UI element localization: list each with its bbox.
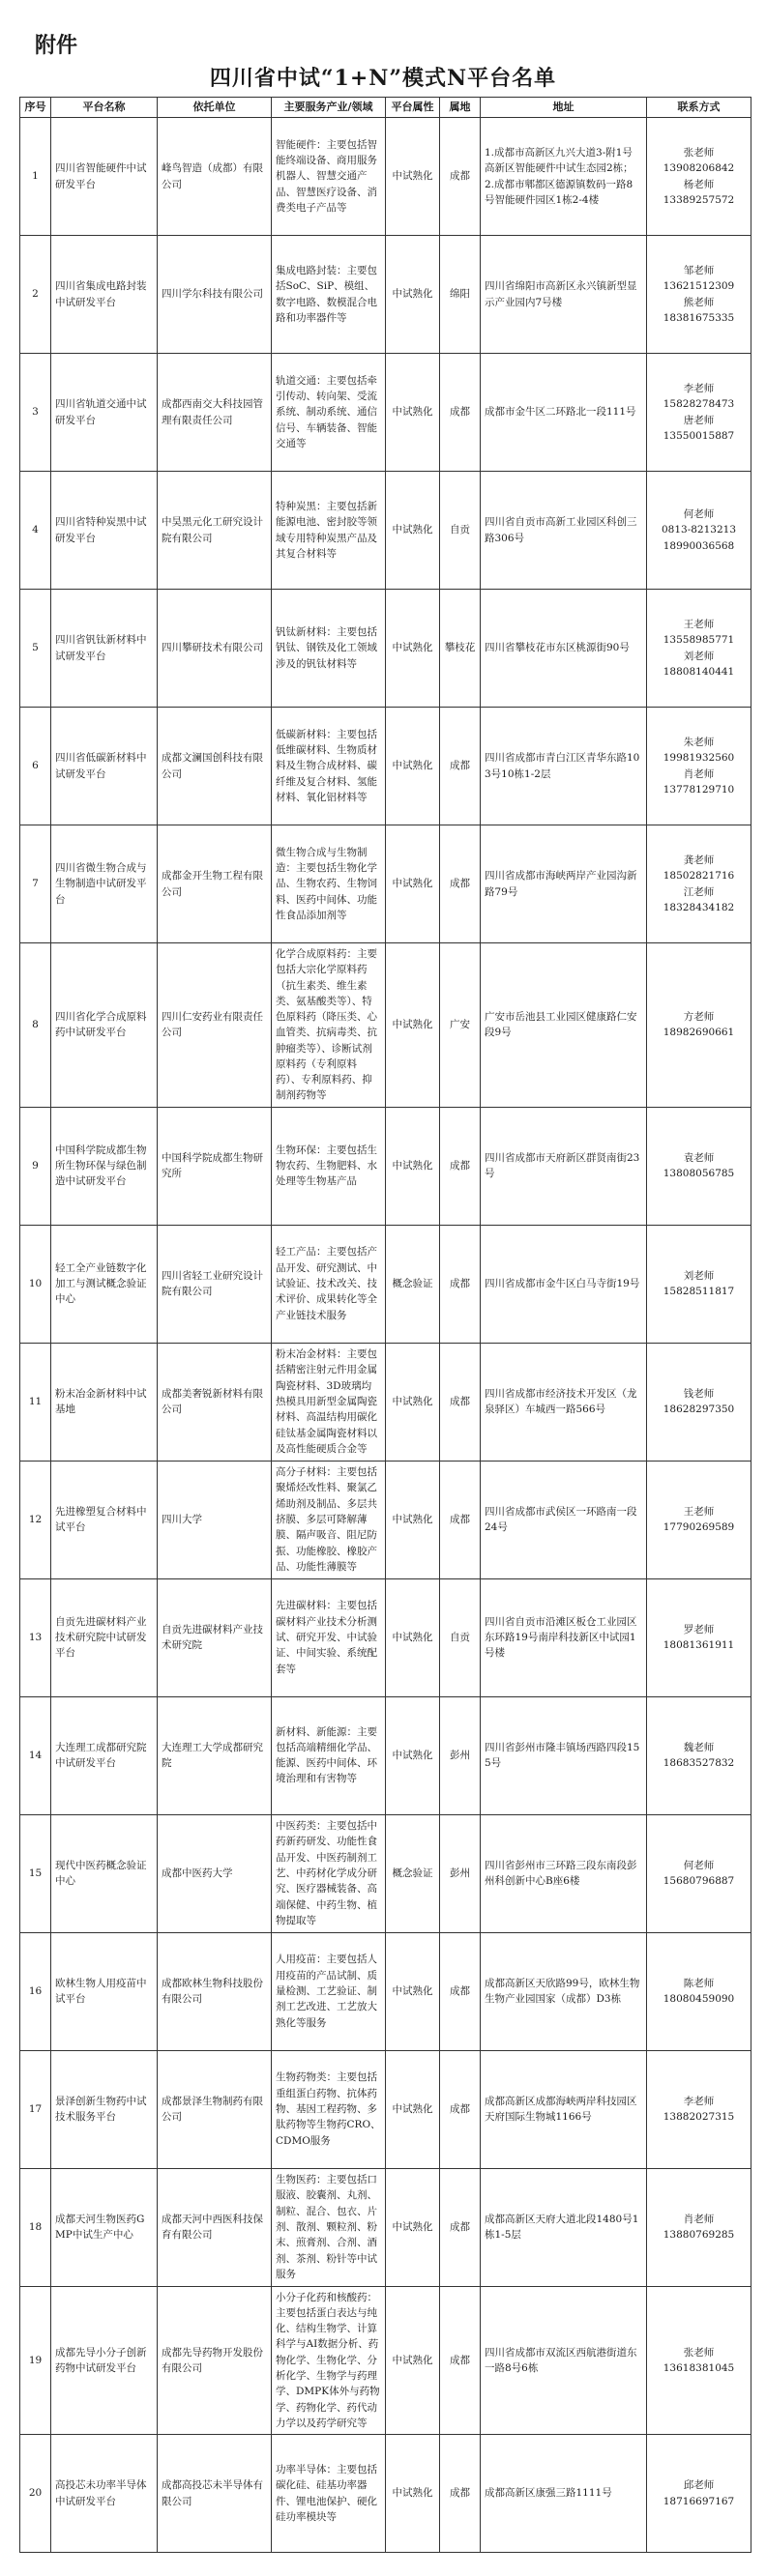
table-row <box>20 2168 751 2286</box>
address: 四川省成都市天府新区群贤南街23号 <box>481 1107 647 1225</box>
contact-info: 龚老师 18502821716 江老师 18328434182 <box>647 825 751 943</box>
row-number: 7 <box>20 825 51 943</box>
locality: 成都 <box>440 1107 481 1225</box>
service-field: 高分子材料：主要包括聚烯烃改性料、聚氯乙烯助剂及制品、多层共挤膜、多层可降解薄膜、隔声吸音、阻尼防振、功能橡胶、橡胶产品、功能性薄膜等 <box>272 1461 386 1578</box>
row-number: 11 <box>20 1343 51 1461</box>
service-field: 集成电路封装：主要包括SoC、SiP、模组、数字电路、数模混合电路和功率器件等 <box>272 236 386 354</box>
locality: 自贡 <box>440 472 481 590</box>
platform-name: 轻工全产业链数字化加工与测试概念验证中心 <box>51 1225 158 1343</box>
contact-info: 李老师 13882027315 <box>647 2050 751 2168</box>
locality: 彭州 <box>440 1696 481 1814</box>
row-number: 20 <box>20 2435 51 2553</box>
platform-name: 景泽创新生物药中试技术服务平台 <box>51 2050 158 2168</box>
platform-attribute: 中试熟化 <box>386 1343 440 1461</box>
row-number: 18 <box>20 2168 51 2286</box>
contact-info: 张老师 13908206842 杨老师 13389257572 <box>647 118 751 236</box>
row-number: 14 <box>20 1696 51 1814</box>
host-unit: 成都金开生物工程有限公司 <box>158 825 272 943</box>
address: 1.成都市高新区九兴大道3-附1号高新区智能硬件中试生态园2栋；2.成都市郫都区德源镇数码一路8号智能硬件园区1栋2-4楼 <box>481 118 647 236</box>
row-number: 9 <box>20 1107 51 1225</box>
contact-info: 袁老师 13808056785 <box>647 1107 751 1225</box>
table-row <box>20 236 751 354</box>
contact-info: 朱老师 19981932560 肖老师 13778129710 <box>647 708 751 825</box>
platform-name: 自贡先进碳材料产业技术研究院中试研发平台 <box>51 1578 158 1696</box>
table-row <box>20 1578 751 1696</box>
host-unit: 成都文澜国创科技有限公司 <box>158 708 272 825</box>
host-unit: 四川攀研技术有限公司 <box>158 590 272 708</box>
locality: 成都 <box>440 708 481 825</box>
host-unit: 成都欧林生物科技股份有限公司 <box>158 1932 272 2050</box>
platform-name: 欧林生物人用疫苗中试平台 <box>51 1932 158 2050</box>
table-row <box>20 118 751 236</box>
platform-name: 四川省化学合成原料药中试研发平台 <box>51 943 158 1108</box>
service-field: 化学合成原料药：主要包括大宗化学原料药（抗生素类、维生素类、氨基酸类等）、特色原料药（降压类、心血管类、抗病毒类、抗肿瘤类等）、诊断试剂原料药（专利原料药）、专利原料药、抑制剂药物等 <box>272 943 386 1108</box>
locality: 成都 <box>440 2435 481 2553</box>
platform-name: 成都先导小分子创新药物中试研发平台 <box>51 2286 158 2434</box>
contact-info: 方老师 18982690661 <box>647 943 751 1108</box>
platform-attribute: 概念验证 <box>386 1814 440 1932</box>
contact-info: 钱老师 18628297350 <box>647 1343 751 1461</box>
host-unit: 成都天河中西医科技保育有限公司 <box>158 2168 272 2286</box>
platform-attribute: 概念验证 <box>386 1225 440 1343</box>
platform-name: 中国科学院成都生物所生物环保与绿色制造中试研发平台 <box>51 1107 158 1225</box>
locality: 攀枝花 <box>440 590 481 708</box>
row-number: 4 <box>20 472 51 590</box>
host-unit: 峰鸟智造（成都）有限公司 <box>158 118 272 236</box>
contact-info: 陈老师 18080459090 <box>647 1932 751 2050</box>
platform-attribute: 中试熟化 <box>386 1578 440 1696</box>
table-row <box>20 1814 751 1932</box>
table-header-row <box>20 98 751 118</box>
address: 成都高新区天府大道北段1480号1栋1-5层 <box>481 2168 647 2286</box>
host-unit: 成都高投芯未半导体有限公司 <box>158 2435 272 2553</box>
table-row <box>20 1696 751 1814</box>
row-number: 16 <box>20 1932 51 2050</box>
locality: 成都 <box>440 118 481 236</box>
address: 成都高新区成都海峡两岸科技园区天府国际生物城1166号 <box>481 2050 647 2168</box>
contact-info: 刘老师 15828511817 <box>647 1225 751 1343</box>
page-title: 四川省中试“1+N”模式N平台名单 <box>209 66 557 91</box>
platform-name: 四川省智能硬件中试研发平台 <box>51 118 158 236</box>
contact-info: 邹老师 13621512309 熊老师 18381675335 <box>647 236 751 354</box>
locality: 成都 <box>440 2286 481 2434</box>
row-number: 6 <box>20 708 51 825</box>
locality: 彭州 <box>440 1814 481 1932</box>
host-unit: 成都景泽生物制药有限公司 <box>158 2050 272 2168</box>
host-unit: 大连理工大学成都研究院 <box>158 1696 272 1814</box>
contact-info: 王老师 17790269589 <box>647 1461 751 1578</box>
table-row <box>20 472 751 590</box>
host-unit: 自贡先进碳材料产业技术研究院 <box>158 1578 272 1696</box>
column-header: 地址 <box>481 98 647 118</box>
address: 四川省成都市双流区西航港街道东一路8号6栋 <box>481 2286 647 2434</box>
platform-attribute: 中试熟化 <box>386 118 440 236</box>
row-number: 10 <box>20 1225 51 1343</box>
platform-name: 四川省集成电路封装中试研发平台 <box>51 236 158 354</box>
row-number: 2 <box>20 236 51 354</box>
locality: 绵阳 <box>440 236 481 354</box>
contact-info: 魏老师 18683527832 <box>647 1696 751 1814</box>
platform-attribute: 中试熟化 <box>386 1461 440 1578</box>
platform-name: 四川省低碳新材料中试研发平台 <box>51 708 158 825</box>
address: 四川省彭州市隆丰镇场西路四段155号 <box>481 1696 647 1814</box>
contact-info: 罗老师 18081361911 <box>647 1578 751 1696</box>
platform-name: 高投芯未功率半导体中试研发平台 <box>51 2435 158 2553</box>
platform-attribute: 中试熟化 <box>386 1696 440 1814</box>
locality: 成都 <box>440 825 481 943</box>
platform-table <box>19 97 751 2553</box>
address: 广安市岳池县工业园区健康路仁安段9号 <box>481 943 647 1108</box>
column-header: 属地 <box>440 98 481 118</box>
address: 四川省成都市经济技术开发区（龙泉驿区）车城西一路566号 <box>481 1343 647 1461</box>
column-header: 平台名称 <box>51 98 158 118</box>
table-row <box>20 1932 751 2050</box>
platform-attribute: 中试熟化 <box>386 354 440 472</box>
platform-attribute: 中试熟化 <box>386 1932 440 2050</box>
address: 成都高新区天欣路99号，欧林生物生物产业园国家（成都）D3栋 <box>481 1932 647 2050</box>
row-number: 8 <box>20 943 51 1108</box>
platform-attribute: 中试熟化 <box>386 708 440 825</box>
service-field: 人用疫苗：主要包括人用疫苗的产品试制、质量检测、工艺验证、制剂工艺改进、工艺放大熟化等服务 <box>272 1932 386 2050</box>
address: 四川省成都市武侯区一环路南一段24号 <box>481 1461 647 1578</box>
column-header: 序号 <box>20 98 51 118</box>
table-row <box>20 708 751 825</box>
platform-attribute: 中试熟化 <box>386 236 440 354</box>
platform-attribute: 中试熟化 <box>386 2435 440 2553</box>
host-unit: 四川大学 <box>158 1461 272 1578</box>
service-field: 小分子化药和核酸药：主要包括蛋白表达与纯化、结构生物学、计算科学与AI数据分析、药物化学、生物化学、分析化学、生物学与药理学、DMPK体外与药物学、药物化学、药代动力学以及药学研究等 <box>272 2286 386 2434</box>
platform-name: 先进橡塑复合材料中试平台 <box>51 1461 158 1578</box>
host-unit: 成都先导药物开发股份有限公司 <box>158 2286 272 2434</box>
column-header: 依托单位 <box>158 98 272 118</box>
platform-name: 成都天河生物医药GMP中试生产中心 <box>51 2168 158 2286</box>
platform-name: 现代中医药概念验证中心 <box>51 1814 158 1932</box>
host-unit: 成都西南交大科技园管理有限责任公司 <box>158 354 272 472</box>
row-number: 19 <box>20 2286 51 2434</box>
table-row <box>20 2286 751 2434</box>
table-body <box>20 118 751 2553</box>
row-number: 13 <box>20 1578 51 1696</box>
address: 四川省成都市青白江区青华东路103号10栋1-2层 <box>481 708 647 825</box>
locality: 成都 <box>440 1343 481 1461</box>
platform-attribute: 中试熟化 <box>386 825 440 943</box>
platform-name: 粉末冶金新材料中试基地 <box>51 1343 158 1461</box>
service-field: 新材料、新能源：主要包括高端精细化学品、能源、医药中间体、环境治理和有害物等 <box>272 1696 386 1814</box>
table-row <box>20 1107 751 1225</box>
contact-info: 李老师 15828278473 唐老师 13550015887 <box>647 354 751 472</box>
attachment-label: 附件 <box>35 34 78 58</box>
locality: 成都 <box>440 2168 481 2286</box>
table-row <box>20 1225 751 1343</box>
address: 四川省自贡市沿滩区板仓工业园区东环路19号南岸科技新区中试园1号楼 <box>481 1578 647 1696</box>
platform-attribute: 中试熟化 <box>386 472 440 590</box>
host-unit: 中国科学院成都生物研究所 <box>158 1107 272 1225</box>
locality: 成都 <box>440 354 481 472</box>
table-row <box>20 1343 751 1461</box>
platform-name: 四川省钒钛新材料中试研发平台 <box>51 590 158 708</box>
platform-name: 大连理工成都研究院中试研发平台 <box>51 1696 158 1814</box>
table-row <box>20 943 751 1108</box>
host-unit: 四川学尔科技有限公司 <box>158 236 272 354</box>
address: 成都市金牛区二环路北一段111号 <box>481 354 647 472</box>
platform-attribute: 中试熟化 <box>386 2286 440 2434</box>
contact-info: 何老师 15680796887 <box>647 1814 751 1932</box>
platform-attribute: 中试熟化 <box>386 590 440 708</box>
locality: 成都 <box>440 1225 481 1343</box>
platform-attribute: 中试熟化 <box>386 2050 440 2168</box>
address: 成都高新区康强三路1111号 <box>481 2435 647 2553</box>
service-field: 低碳新材料：主要包括低维碳材料、生物质材料及生物合成材料、碳纤维及复合材料、氢能材料、氧化铝材料等 <box>272 708 386 825</box>
locality: 成都 <box>440 2050 481 2168</box>
row-number: 17 <box>20 2050 51 2168</box>
host-unit: 成都中医药大学 <box>158 1814 272 1932</box>
column-header: 平台属性 <box>386 98 440 118</box>
contact-info: 邱老师 18716697167 <box>647 2435 751 2553</box>
service-field: 智能硬件：主要包括智能终端设备、商用服务机器人、智慧交通产品、智慧医疗设备、消费类电子产品等 <box>272 118 386 236</box>
column-header: 主要服务产业/领域 <box>272 98 386 118</box>
service-field: 中医药类：主要包括中药新药研发、功能性食品开发、中医药制剂工艺、中药材化学成分研究、医疗器械装备、高端保健、中药生物、植物提取等 <box>272 1814 386 1932</box>
table-row <box>20 1461 751 1578</box>
row-number: 1 <box>20 118 51 236</box>
service-field: 功率半导体：主要包括碳化硅、硅基功率器件、锂电池保护、硬化硅功率模块等 <box>272 2435 386 2553</box>
host-unit: 中昊黑元化工研究设计院有限公司 <box>158 472 272 590</box>
contact-info: 肖老师 13880769285 <box>647 2168 751 2286</box>
table-row <box>20 354 751 472</box>
host-unit: 四川仁安药业有限责任公司 <box>158 943 272 1108</box>
row-number: 12 <box>20 1461 51 1578</box>
column-header: 联系方式 <box>647 98 751 118</box>
service-field: 生物环保：主要包括生物农药、生物肥料、水处理等生物基产品 <box>272 1107 386 1225</box>
service-field: 钒钛新材料：主要包括钒钛、钢铁及化工领域涉及的钒钛材料等 <box>272 590 386 708</box>
table-row <box>20 2050 751 2168</box>
address: 四川省彭州市三环路三段东南段彭州科创新中心B座6楼 <box>481 1814 647 1932</box>
locality: 自贡 <box>440 1578 481 1696</box>
service-field: 生物药物类：主要包括重组蛋白药物、抗体药物、基因工程药物、多肽药物等生物药CRO、CDMO服务 <box>272 2050 386 2168</box>
address: 四川省绵阳市高新区永兴镇新型显示产业园内7号楼 <box>481 236 647 354</box>
address: 四川省自贡市高新工业园区科创三路306号 <box>481 472 647 590</box>
service-field: 粉末冶金材料：主要包括精密注射元件用金属陶瓷材料、3D玻璃均热模具用新型金属陶瓷材料、高温结构用碳化硅钛基金属陶瓷材料以及高性能硬质合金等 <box>272 1343 386 1461</box>
host-unit: 成都美奢锐新材料有限公司 <box>158 1343 272 1461</box>
locality: 广安 <box>440 943 481 1108</box>
platform-attribute: 中试熟化 <box>386 2168 440 2286</box>
service-field: 特种炭黑：主要包括新能源电池、密封胶等领域专用特种炭黑产品及其复合材料等 <box>272 472 386 590</box>
contact-info: 何老师 0813-8213213 18990036568 <box>647 472 751 590</box>
locality: 成都 <box>440 1461 481 1578</box>
platform-attribute: 中试熟化 <box>386 943 440 1108</box>
row-number: 5 <box>20 590 51 708</box>
platform-name: 四川省特种炭黑中试研发平台 <box>51 472 158 590</box>
platform-name: 四川省微生物合成与生物制造中试研发平台 <box>51 825 158 943</box>
contact-info: 张老师 13618381045 <box>647 2286 751 2434</box>
locality: 成都 <box>440 1932 481 2050</box>
address: 四川省成都市金牛区白马寺街19号 <box>481 1225 647 1343</box>
service-field: 轻工产品：主要包括产品开发、研究测试、中试验证、技术改关、技术评价、成果转化等全产业链技术服务 <box>272 1225 386 1343</box>
row-number: 3 <box>20 354 51 472</box>
platform-attribute: 中试熟化 <box>386 1107 440 1225</box>
service-field: 微生物合成与生物制造：主要包括生物化学品、生物农药、生物饲料、医药中间体、功能性食品添加剂等 <box>272 825 386 943</box>
service-field: 先进碳材料：主要包括碳材料产业技术分析测试、研究开发、中试验证、中间实验、系统配套等 <box>272 1578 386 1696</box>
table-row <box>20 825 751 943</box>
table-row <box>20 590 751 708</box>
address: 四川省攀枝花市东区桃源街90号 <box>481 590 647 708</box>
row-number: 15 <box>20 1814 51 1932</box>
service-field: 生物医药：主要包括口服液、胶囊剂、丸剂、制粒、混合、包衣、片剂、散剂、颗粒剂、粉末、煎膏剂、合剂、酒剂、茶剂、粉针等中试服务 <box>272 2168 386 2286</box>
service-field: 轨道交通：主要包括牵引传动、转向架、受流系统、制动系统、通信信号、车辆装备、智能交通等 <box>272 354 386 472</box>
table-row <box>20 2435 751 2553</box>
contact-info: 王老师 13558985771 刘老师 18808140441 <box>647 590 751 708</box>
host-unit: 四川省轻工业研究设计院有限公司 <box>158 1225 272 1343</box>
address: 四川省成都市海峡两岸产业园沟新路79号 <box>481 825 647 943</box>
platform-name: 四川省轨道交通中试研发平台 <box>51 354 158 472</box>
